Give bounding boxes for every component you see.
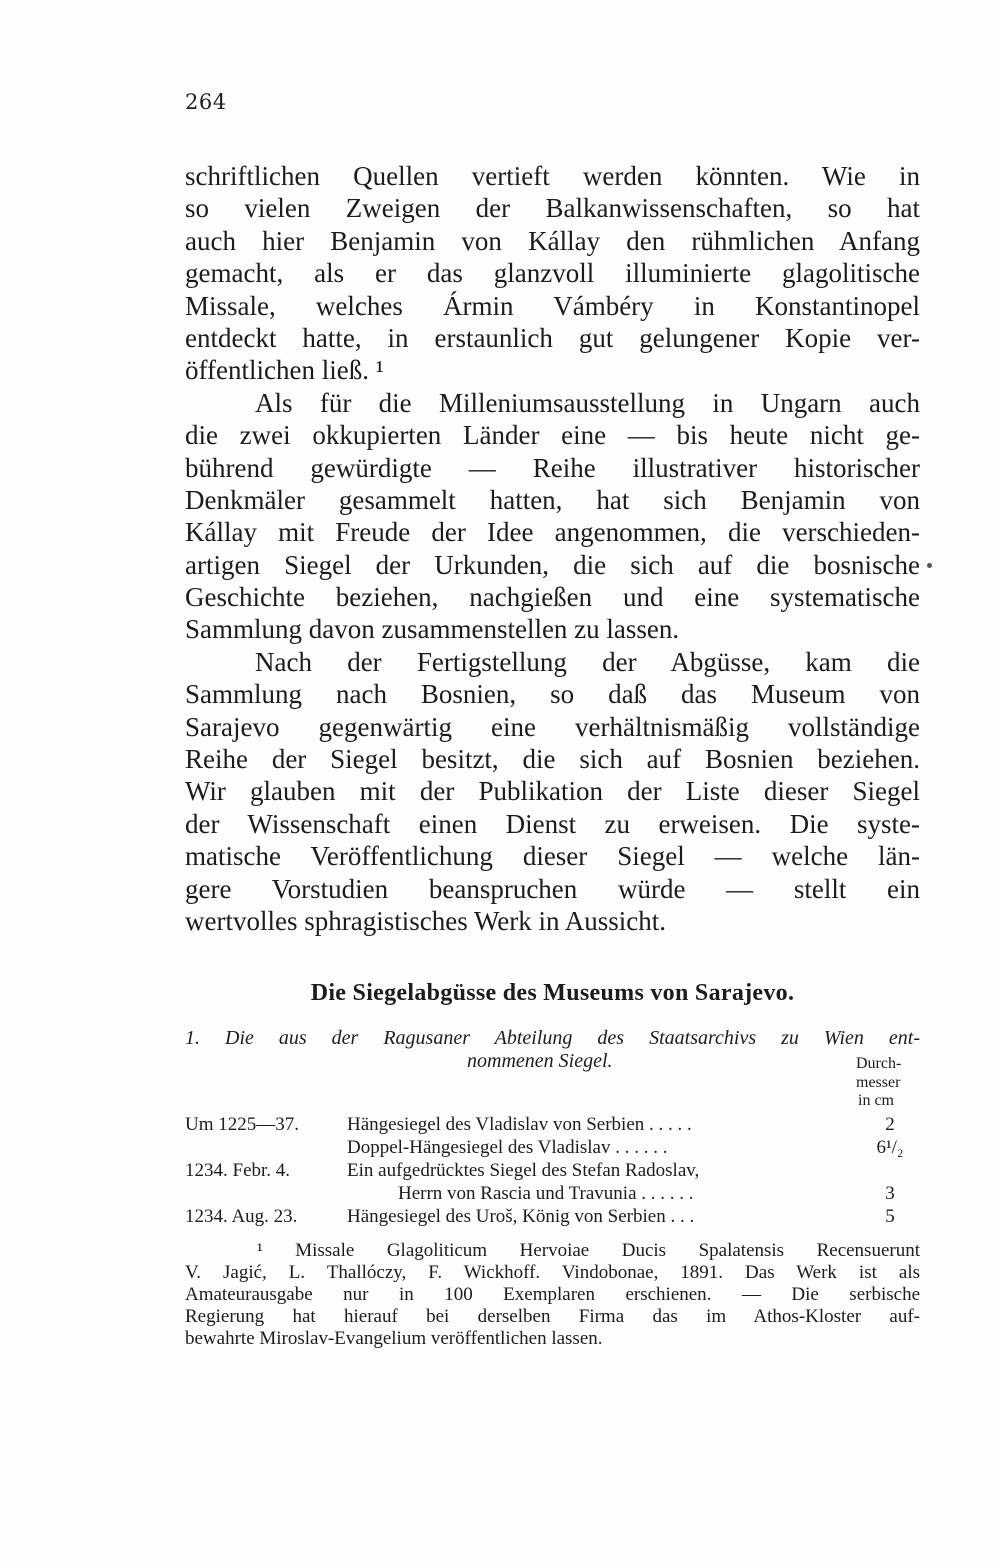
footnotes [185,1240,920,1350]
body-line: bührend gewürdigte — Reihe illustrativer historischer [185,452,920,483]
seal-diameter: 2 [885,1114,895,1135]
body-line: matische Veröffentlichung dieser Siegel — welche län- [185,841,920,872]
body-line: Sarajevo gegenwärtig eine verhältnismäßig vollständige [185,711,920,742]
diameter-header-line-3: in cm [858,1092,894,1109]
seal-diameter: 5 [885,1206,895,1227]
body-line: entdeckt hatte, in erstaunlich gut gelungener Kopie ver- [185,322,920,353]
body-line: wertvolles sphragistisches Werk in Aussicht. [185,905,667,936]
body-line: Sammlung nach Bosnien, so daß das Museum von [185,679,920,710]
footnote-line: Regierung hat hierauf bei derselben Firma das im Athos-Kloster auf- [185,1306,920,1327]
seal-description: Hängesiegel des Vladislav von Serbien . . . . . [347,1114,692,1135]
body-line: der Wissenschaft einen Dienst zu erweisen. Die syste- [185,808,920,839]
body-line: Kállay mit Freude der Idee angenommen, die verschieden- [185,517,920,548]
section-heading: Die Siegelabgüsse des Museums von Sarajevo. [310,980,795,1006]
page-number: 264 [185,90,227,114]
body-line: schriftlichen Quellen vertieft werden könnten. Wie in [185,161,920,191]
body-line: Nach der Fertigstellung der Abgüsse, kam die [255,646,920,677]
body-line: Reihe der Siegel besitzt, die sich auf Bosnien beziehen. [185,744,920,775]
subsection-heading-line-2: nommenen Siegel. [467,1050,613,1072]
subsection-heading-line-1: 1. Die aus der Ragusaner Abteilung des Staatsarchivs zu Wien ent- [185,1027,920,1049]
seal-date: 1234. Febr. 4. [185,1160,291,1181]
seal-row [185,1159,920,1182]
seal-date: 1234. Aug. 23. [185,1206,298,1227]
body-line: Wir glauben mit der Publikation der Liste dieser Siegel [185,776,920,807]
diameter-column-header [856,1055,920,1111]
seal-description: Ein aufgedrücktes Siegel des Stefan Radoslav, [347,1160,700,1181]
seal-description: Herrn von Rascia und Travunia . . . . . . [398,1183,694,1204]
body-line: Denkmäler gesammelt hatten, hat sich Benjamin von [185,484,920,515]
body-line: Als für die Milleniumsausstellung in Ungarn auch [255,387,920,418]
diameter-header-line-1: Durch- [856,1055,902,1072]
body-line: Geschichte beziehen, nachgießen und eine systematische [185,582,920,613]
footnote-line: ¹ Missale Glagoliticum Hervoiae Ducis Spalatensis Recensuerunt [257,1240,920,1261]
seal-row [185,1182,920,1205]
seal-row [185,1113,920,1136]
seal-diameter: 6¹/₂ [876,1137,904,1158]
seal-row [185,1205,920,1228]
body-line: öffentlichen ließ. ¹ [185,355,384,386]
body-line: artigen Siegel der Urkunden, die sich auf die bosnische [185,549,920,580]
body-line: auch hier Benjamin von Kállay den rühmlichen Anfang [185,225,920,256]
body-line: die zwei okkupierten Länder eine — bis heute nicht ge- [185,420,920,451]
body-line: Sammlung davon zusammenstellen zu lassen. [185,614,680,645]
seal-diameter: 3 [885,1183,895,1204]
body-line: gemacht, als er das glanzvoll illuminierte glagolitische [185,258,920,289]
footnote-line: Amateurausgabe nur in 100 Exemplaren erschienen. — Die serbische [185,1284,920,1305]
body-line: gere Vorstudien beanspruchen würde — stellt ein [185,873,920,904]
seal-description: Hängesiegel des Uroš, König von Serbien . . . [347,1206,695,1227]
body-line: so vielen Zweigen der Balkanwissenschaften, so hat [185,193,920,224]
seal-description: Doppel-Hängesiegel des Vladislav . . . . . . [347,1137,668,1158]
body-line: Missale, welches Ármin Vámbéry in Konstantinopel [185,290,920,321]
margin-mark [927,563,932,568]
seal-list [185,1113,920,1228]
footnote-line: bewahrte Miroslav-Evangelium veröffentlichen lassen. [185,1328,603,1349]
seal-date: Um 1225—37. [185,1114,299,1135]
footnote-line: V. Jagić, L. Thallóczy, F. Wickhoff. Vindobonae, 1891. Das Werk ist als [185,1262,920,1283]
subsection-heading [185,1027,920,1073]
body-text [185,160,920,937]
diameter-header-line-2: messer [856,1073,901,1091]
seal-row [185,1136,920,1159]
